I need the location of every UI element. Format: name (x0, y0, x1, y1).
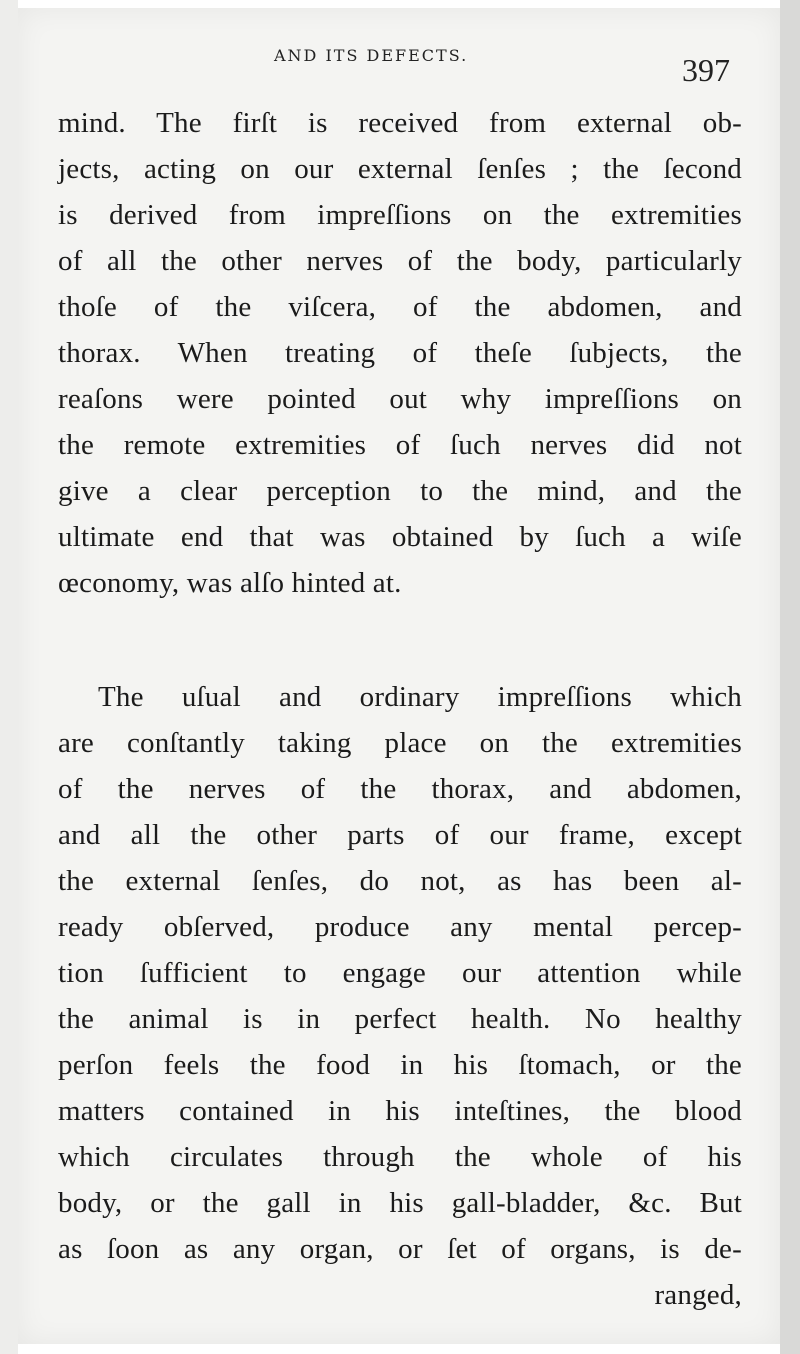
text-line: tion ſufficient to engage our attention while (58, 957, 742, 989)
text-line: the external ſenſes, do not, as has been al- (58, 865, 742, 897)
text-line: are conſtantly taking place on the extremities (58, 727, 742, 759)
text-line: is derived from impreſſions on the extremities (58, 199, 742, 231)
text-line: of the nerves of the thorax, and abdomen, (58, 773, 742, 805)
text-line: perſon feels the food in his ſtomach, or the (58, 1049, 742, 1081)
text-line: which circulates through the whole of his (58, 1141, 742, 1173)
text-line: body, or the gall in his gall-bladder, &c. But (58, 1187, 742, 1219)
text-line: mind. The firſt is received from external ob- (58, 107, 742, 139)
paragraph-2 (58, 674, 742, 1318)
text-line: give a clear perception to the mind, and the (58, 475, 742, 507)
text-line: matters contained in his inteſtines, the blood (58, 1095, 742, 1127)
left-margin (0, 0, 18, 1354)
text-line: and all the other parts of our frame, except (58, 819, 742, 851)
page-header (18, 46, 780, 96)
text-line: ultimate end that was obtained by ſuch a wiſe (58, 521, 742, 553)
book-page (18, 8, 780, 1344)
right-margin (780, 0, 800, 1354)
text-line: The uſual and ordinary impreſſions which (98, 681, 742, 713)
catchword: ranged, (654, 1279, 742, 1311)
paragraph-1 (58, 100, 742, 606)
text-line: jects, acting on our external ſenſes ; the ſecond (58, 153, 742, 185)
text-line: thorax. When treating of theſe ſubjects, the (58, 337, 742, 369)
text-line: the remote extremities of ſuch nerves did not (58, 429, 742, 461)
text-line: ready obſerved, produce any mental percep- (58, 911, 742, 943)
text-line: œconomy, was alſo hinted at. (58, 567, 402, 599)
text-line: reaſons were pointed out why impreſſions on (58, 383, 742, 415)
running-head: AND ITS DEFECTS. (274, 46, 469, 65)
page-number: 397 (682, 52, 730, 88)
text-line: thoſe of the viſcera, of the abdomen, and (58, 291, 742, 323)
text-line: as ſoon as any organ, or ſet of organs, is de- (58, 1233, 742, 1265)
text-line: of all the other nerves of the body, particularly (58, 245, 742, 277)
text-line: the animal is in perfect health. No healthy (58, 1003, 742, 1035)
